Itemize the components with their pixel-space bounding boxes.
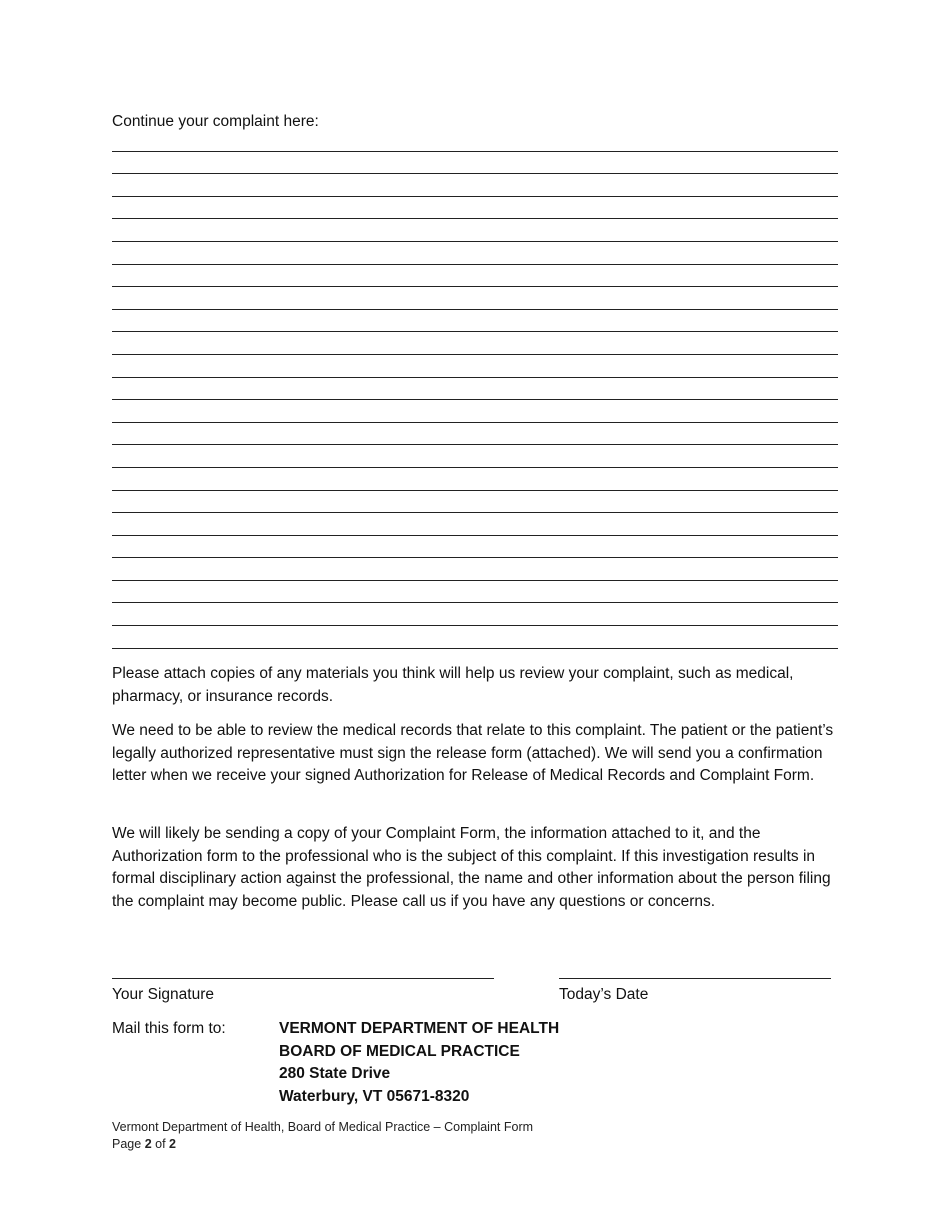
form-page [112,0,838,1230]
complaint-blank-line[interactable] [112,287,838,310]
date-line[interactable] [559,978,831,979]
page-number [112,1136,533,1153]
complaint-blank-line[interactable] [112,558,838,581]
complaint-blank-line[interactable] [112,581,838,604]
complaint-blank-line[interactable] [112,491,838,514]
complaint-blank-line[interactable] [112,378,838,401]
mail-to-label: Mail this form to: [112,1020,226,1037]
complaint-blank-line[interactable] [112,400,838,423]
mailing-address [279,1018,559,1108]
complaint-blank-line[interactable] [112,423,838,446]
complaint-blank-line[interactable] [112,468,838,491]
signature-line[interactable] [112,978,494,979]
page-word: Page [112,1137,142,1151]
date-label: Today’s Date [559,986,649,1003]
complaint-blank-line[interactable] [112,603,838,626]
complaint-blank-line[interactable] [112,197,838,220]
complaint-blank-line[interactable] [112,355,838,378]
complaint-blank-line[interactable] [112,242,838,265]
of-word: of [155,1137,166,1151]
complaint-blank-line[interactable] [112,129,838,152]
continue-complaint-prompt: Continue your complaint here: [112,113,319,130]
page-footer [112,1119,533,1153]
complaint-blank-line[interactable] [112,174,838,197]
footer-title: Vermont Department of Health, Board of Medical Practice – Complaint Form [112,1120,534,1134]
complaint-writing-area[interactable] [112,129,838,649]
address-line-department: VERMONT DEPARTMENT OF HEALTH [279,1020,560,1037]
complaint-blank-line[interactable] [112,513,838,536]
address-line-city: Waterbury, VT 05671-8320 [279,1087,470,1105]
address-line-street: 280 State Drive [279,1065,391,1083]
complaint-blank-line[interactable] [112,445,838,468]
address-line-board: BOARD OF MEDICAL PRACTICE [279,1042,520,1060]
complaint-blank-line[interactable] [112,219,838,242]
complaint-blank-line[interactable] [112,265,838,288]
page-current: 2 [144,1137,152,1151]
complaint-blank-line[interactable] [112,332,838,355]
complaint-blank-line[interactable] [112,152,838,175]
complaint-blank-line[interactable] [112,626,838,649]
complaint-blank-line[interactable] [112,536,838,559]
signature-label: Your Signature [112,986,214,1003]
page-total: 2 [169,1137,176,1151]
disclosure-paragraph: We will likely be sending a copy of your Complaint Form, the information attached to it, and the Authorization form to the professional who is the subject of this complaint. If this investigation results in formal disciplinary action against the professional, the name and other information about the person filing the complaint may become public. Please call us if you have any questions or concerns. [112,825,831,911]
complaint-blank-line[interactable] [112,310,838,333]
medical-records-paragraph: We need to be able to review the medical records that relate to this complaint. The patient or the patient’s legally authorized representative must sign the release form (attached). We will send you a confirmation letter when we receive your signed Authorization for Release of Medical Records and Complaint Form. [112,722,834,785]
attach-materials-paragraph: Please attach copies of any materials you think will help us review your complaint, such as medical, pharmacy, or insurance records. [112,665,794,705]
